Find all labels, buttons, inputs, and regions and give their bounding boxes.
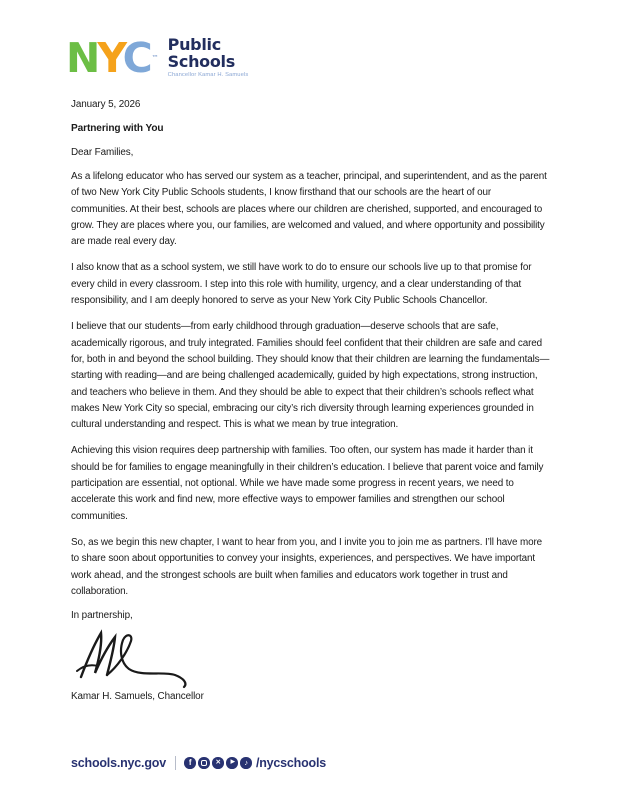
signer-name: Kamar H. Samuels, Chancellor <box>71 691 204 703</box>
paragraph-5: So, as we begin this new chapter, I want to hear from you, and I invite you to join me as partners. I’ll have more to share soon about opportunities to convey your insights, experiences, and perspectives. We have important work ahead, and the strongest schools are built when families and educators work together in trust and collaboration. <box>71 536 542 597</box>
signature-svg <box>71 627 221 689</box>
letter-salutation: Dear Families, <box>71 147 134 158</box>
nyc-public-schools-logo <box>66 34 248 82</box>
footer-social-handle[interactable]: /nycschools <box>255 756 327 770</box>
logo-letter-c: C <box>122 34 150 82</box>
nyc-wordmark <box>66 34 159 82</box>
logo-org-line2: Schools <box>167 52 235 71</box>
youtube-icon[interactable]: ▶ <box>226 757 238 769</box>
facebook-icon[interactable]: f <box>184 757 196 769</box>
logo-chancellor-tagline: Chancellor Kamar H. Samuels <box>167 72 249 78</box>
paragraph-4: Achieving this vision requires deep partnership with families. Too often, our system has made it harder than it should be for families to engage meaningfully in their children’s education. I believe that parent voice and family participation are essential, not optional. While we have made some progress in recent years, we need to accelerate this work and find new, more effective ways to empower families and strengthen our school communities. <box>71 445 544 522</box>
logo-letter-n: N <box>66 34 98 82</box>
letter-subject: Partnering with You <box>71 123 164 134</box>
social-icons-group <box>184 757 252 769</box>
x-icon[interactable]: ✕ <box>212 757 224 769</box>
letter-closing: In partnership, <box>71 610 133 622</box>
footer-divider <box>175 756 177 770</box>
footer-bar <box>71 754 326 772</box>
trademark-symbol: ™ <box>151 54 159 62</box>
logo-letter-y: Y <box>97 34 123 82</box>
footer-website-link[interactable]: schools.nyc.gov <box>71 756 166 770</box>
letter-content <box>71 99 550 702</box>
instagram-icon[interactable] <box>198 757 210 769</box>
paragraph-1: As a lifelong educator who has served our system as a teacher, principal, and superintendent, and as the parent of two New York City Public Schools students, I know firsthand that our schools are the heart of our communities. At their best, schools are places where our children are cherished, supported, and encouraged to grow. They are places where you, our families, are welcomed and valued, and where opportunity and possibility are made real every day. <box>71 171 547 248</box>
signature-image <box>71 627 550 689</box>
letter-date: January 5, 2026 <box>71 99 141 110</box>
tiktok-icon[interactable]: ♪ <box>240 757 252 769</box>
logo-org-line1: Public <box>167 35 221 54</box>
logo-org-block <box>168 34 249 78</box>
paragraph-2: I also know that as a school system, we still have work to do to ensure our schools live up to that promise for every child in every classroom. I step into this role with humility, urgency, and a clear understanding of that responsibility, and I am deeply honored to serve as your New York City Public Schools Chancellor. <box>71 262 532 307</box>
paragraph-3: I believe that our students—from early childhood through graduation—deserve schools that are safe, academically rigorous, and truly integrated. Families should feel confident that their children are safe and cared for, both in and beyond the school building. They should know that their children are learning the fundamentals—starting with reading—and are being challenged academically, guided by high expectations, strong instruction, and teachers who believe in them. And they should be able to expect that their children’s schools reflect what makes New York City so special, embracing our city’s rich diversity through learning experiences grounded in cultural understanding and respect. This is what we mean by true integration. <box>71 321 550 431</box>
